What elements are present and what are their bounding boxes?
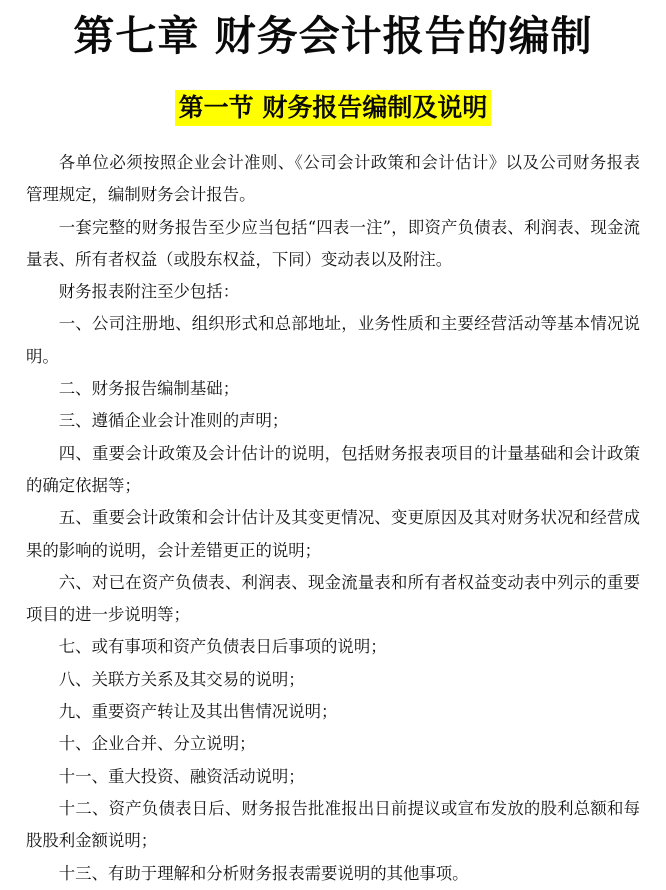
list-item-13: 十三、有助于理解和分析财务报表需要说明的其他事项。 xyxy=(58,863,469,883)
list-item-5: 五、重要会计政策和会计估计及其变更情况、变更原因及其对财务状况和经营成果的影响的说明，会计差错更正的说明； xyxy=(26,508,640,560)
list-item-12: 十二、资产负债表日后、财务报告批准报出日前提议或宣布发放的股利总额和每股股利金额说明； xyxy=(26,798,640,851)
list-item-4: 四、重要会计政策及会计估计的说明，包括财务报表项目的计量基础和会计政策的确定依据等； xyxy=(26,443,640,495)
list-item-7: 七、或有事项和资产负债表日后事项的说明； xyxy=(58,637,387,657)
list-item-8: 八、关联方关系及其交易的说明； xyxy=(58,669,305,689)
list-item-2: 二、财务报告编制基础； xyxy=(58,379,240,399)
list-item-10: 十、企业合并、分立说明； xyxy=(58,734,256,754)
body-text xyxy=(26,147,640,890)
paragraph-notes-heading: 财务报表附注至少包括： xyxy=(58,282,240,302)
list-item-1: 一、公司注册地、组织形式和总部地址，业务性质和主要经营活动等基本情况说明。 xyxy=(26,314,640,366)
section-heading-wrap xyxy=(0,90,666,126)
chapter-title: 第七章 财务会计报告的编制 xyxy=(73,12,593,60)
list-item-11: 十一、重大投资、融资活动说明； xyxy=(58,766,305,786)
list-item-3: 三、遵循企业会计准则的声明； xyxy=(58,411,289,431)
paragraph-four-statements: 一套完整的财务报告至少应当包括“四表一注”，即资产负债表、利润表、现金流量表、所有者权益（或股东权益，下同）变动表以及附注。 xyxy=(26,217,640,269)
section-title: 第一节 财务报告编制及说明 xyxy=(175,90,492,126)
list-item-9: 九、重要资产转让及其出售情况说明； xyxy=(58,702,338,722)
list-item-6: 六、对已在资产负债表、利润表、现金流量表和所有者权益变动表中列示的重要项目的进一步说明等； xyxy=(26,572,640,625)
paragraph-intro: 各单位必须按照企业会计准则、《公司会计政策和会计估计》以及公司财务报表管理规定，编制财务会计报告。 xyxy=(26,153,640,205)
